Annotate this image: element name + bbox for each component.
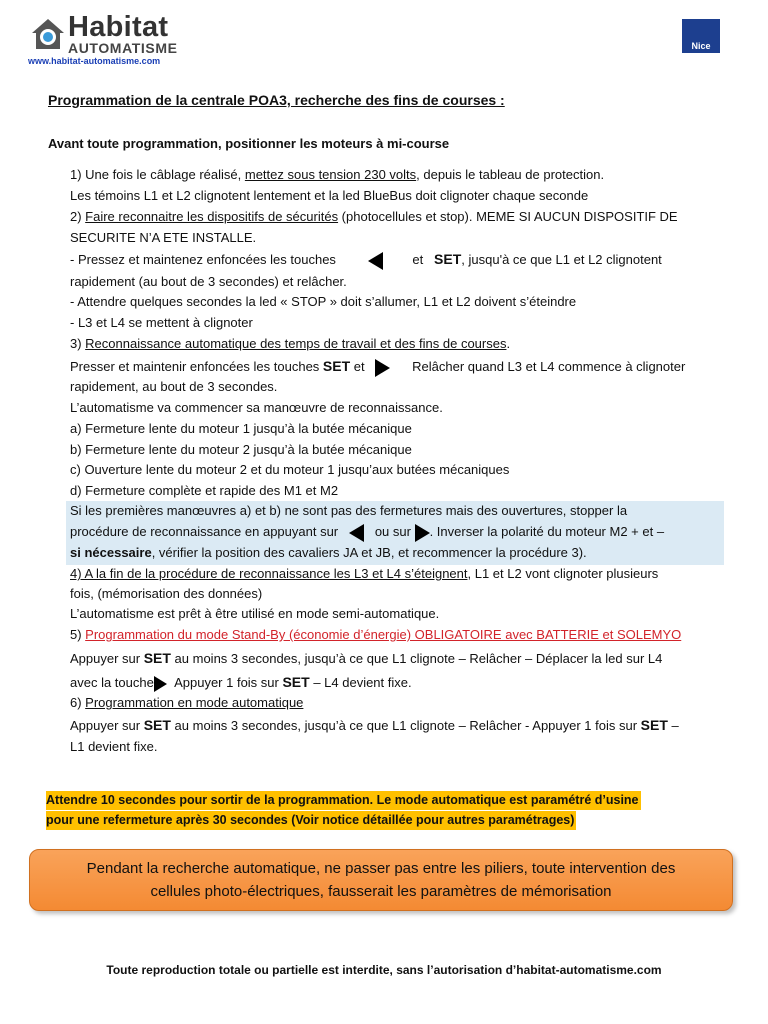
- warning-callout: [29, 849, 733, 911]
- body-line: L1 devient fixe.: [70, 739, 158, 754]
- body-line: Les témoins L1 et L2 clignotent lentement et la led BlueBus doit clignoter chaque seconde: [70, 188, 589, 203]
- page-subtitle: Avant toute programmation, positionner les moteurs à mi-course: [48, 136, 450, 151]
- footer-copyright: Toute reproduction totale ou partielle est interdite, sans l’autorisation d’habitat-automatisme.com: [106, 963, 662, 977]
- yellow-note-line: Attendre 10 secondes pour sortir de la programmation. Le mode automatique est paramétré d’usine: [46, 791, 641, 810]
- step-4-line: 4) A la fin de la procédure de reconnaissance les L3 et L4 s’éteignent, L1 et L2 vont clignoter plusieurs: [70, 566, 659, 581]
- body-line: rapidement, au bout de 3 secondes.: [70, 379, 278, 394]
- left-arrow-key-icon: [368, 252, 383, 270]
- set-key-label: SET: [143, 650, 171, 666]
- body-line: Appuyer sur SET au moins 3 secondes, jusqu’à ce que L1 clignote – Relâcher – Déplacer la led sur L4: [70, 650, 663, 666]
- page-title: Programmation de la centrale POA3, recherche des fins de courses :: [48, 92, 505, 108]
- body-line: - Pressez et maintenez enfoncées les touches et SET, jusqu'à ce que L1 et L2 clignotent: [70, 250, 662, 270]
- body-line: a) Fermeture lente du moteur 1 jusqu’à la butée mécanique: [70, 421, 412, 436]
- body-line: d) Fermeture complète et rapide des M1 et M2: [70, 483, 339, 498]
- left-arrow-key-icon: [349, 524, 364, 542]
- house-logo-icon: [30, 15, 66, 51]
- set-key-label: SET: [143, 717, 171, 733]
- body-line: fois, (mémorisation des données): [70, 586, 263, 601]
- right-arrow-key-icon: [415, 524, 430, 542]
- yellow-note-line: pour une refermeture après 30 secondes (Voir notice détaillée pour autres paramétrages): [46, 811, 576, 830]
- body-line: Si les premières manœuvres a) et b) ne sont pas des fermetures mais des ouvertures, stopper la: [70, 503, 628, 518]
- body-line: - L3 et L4 se mettent à clignoter: [70, 315, 253, 330]
- body-line: rapidement (au bout de 3 secondes) et relâcher.: [70, 274, 347, 289]
- callout-line: Pendant la recherche automatique, ne passer pas entre les piliers, toute intervention des: [86, 860, 676, 877]
- body-line: Appuyer sur SET au moins 3 secondes, jusqu’à ce que L1 clignote – Relâcher - Appuyer 1 fois sur SET –: [70, 717, 679, 733]
- right-arrow-key-icon: [375, 359, 390, 377]
- body-line: Presser et maintenir enfoncées les touches SET et Relâcher quand L3 et L4 commence à clignoter: [70, 357, 685, 377]
- habitat-logo: [30, 12, 180, 70]
- body-line: b) Fermeture lente du moteur 2 jusqu’à la butée mécanique: [70, 442, 412, 457]
- body-line: L’automatisme va commencer sa manœuvre de reconnaissance.: [70, 400, 443, 415]
- logo-automatisme-text: AUTOMATISME: [68, 40, 178, 56]
- body-line: c) Ouverture lente du moteur 2 et du moteur 1 jusqu’aux butées mécaniques: [70, 462, 510, 477]
- body-line: SECURITE N’A ETE INSTALLE.: [70, 230, 257, 245]
- body-line: L’automatisme est prêt à être utilisé en mode semi-automatique.: [70, 606, 440, 621]
- set-key-label: SET: [434, 251, 462, 267]
- step-2-line: 2) Faire reconnaitre les dispositifs de sécurités (photocellules et stop). MEME SI AUCUN DISPOSITIF DE: [70, 209, 678, 224]
- body-line: - Attendre quelques secondes la led « STOP » doit s’allumer, L1 et L2 doivent s’éteindre: [70, 294, 577, 309]
- set-key-label: SET: [640, 717, 668, 733]
- body-line: avec la touche Appuyer 1 fois sur SET – L4 devient fixe.: [70, 674, 412, 690]
- set-key-label: SET: [322, 358, 351, 374]
- logo-habitat-text: Habitat: [68, 11, 169, 43]
- step-6-line: 6) Programmation en mode automatique: [70, 695, 304, 710]
- step-5-line: 5) Programmation du mode Stand-By (économie d’énergie) OBLIGATOIRE avec BATTERIE et SOLEMYO: [70, 627, 682, 642]
- body-line: procédure de reconnaissance en appuyant sur ou sur . Inverser la polarité du moteur M2 + et –: [70, 523, 664, 542]
- step-1-line: 1) Une fois le câblage réalisé, mettez sous tension 230 volts, depuis le tableau de protection.: [70, 167, 605, 182]
- step-3-line: 3) Reconnaissance automatique des temps de travail et des fins de courses.: [70, 336, 511, 351]
- body-line: si nécessaire, vérifier la position des cavaliers JA et JB, et recommencer la procédure 3).: [70, 545, 587, 560]
- callout-line: cellules photo-électriques, fausserait les paramètres de mémorisation: [150, 883, 612, 900]
- nice-logo: Nice: [682, 19, 720, 53]
- logo-url[interactable]: www.habitat-automatisme.com: [28, 56, 161, 66]
- right-arrow-key-icon: [154, 676, 167, 692]
- set-key-label: SET: [282, 674, 310, 690]
